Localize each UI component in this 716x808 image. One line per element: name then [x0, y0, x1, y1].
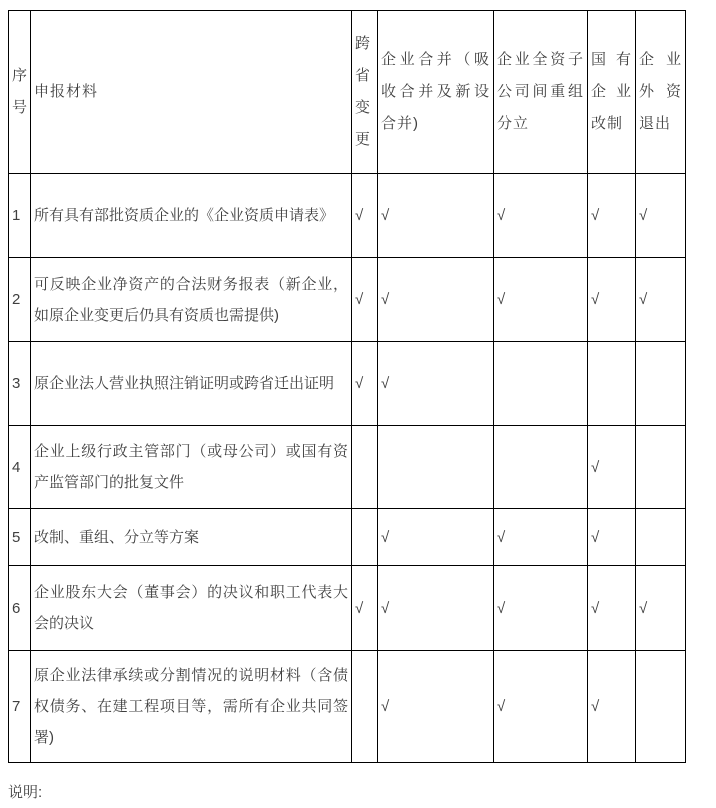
row-number-cell: 5: [9, 509, 31, 566]
table-row: [9, 651, 686, 763]
check-cell: [636, 509, 686, 566]
header-cell-enterprise-merger: 企业合并（吸收合并及新设合并): [378, 11, 494, 174]
material-cell: 可反映企业净资产的合法财务报表（新企业，如原企业变更后仍具有资质也需提供): [31, 258, 352, 342]
table-row: [9, 174, 686, 258]
check-cell: [636, 426, 686, 509]
check-cell: √: [352, 174, 378, 258]
table-row: [9, 342, 686, 426]
check-cell: [352, 509, 378, 566]
check-cell: [352, 426, 378, 509]
check-cell: √: [588, 426, 636, 509]
check-cell: √: [636, 566, 686, 651]
check-cell: √: [588, 174, 636, 258]
header-cell-soe-restructuring: 国有企业改制: [588, 11, 636, 174]
row-number-cell: 7: [9, 651, 31, 763]
header-cell-foreign-capital-exit: 企业外资退出: [636, 11, 686, 174]
check-cell: √: [352, 258, 378, 342]
table-row: [9, 426, 686, 509]
note-label: 说明:: [8, 784, 43, 801]
row-number-cell: 4: [9, 426, 31, 509]
check-cell: [378, 426, 494, 509]
material-cell: 企业股东大会（董事会）的决议和职工代表大会的决议: [31, 566, 352, 651]
check-cell: √: [352, 566, 378, 651]
check-cell: √: [378, 566, 494, 651]
table-row: [9, 566, 686, 651]
header-cell-no: 序号: [9, 11, 31, 174]
check-cell: √: [636, 258, 686, 342]
check-cell: √: [588, 258, 636, 342]
check-cell: [494, 342, 588, 426]
application-materials-table: [8, 10, 686, 763]
check-cell: √: [494, 651, 588, 763]
check-cell: √: [378, 258, 494, 342]
check-cell: [494, 426, 588, 509]
table-header-row: [9, 11, 686, 174]
check-cell: √: [588, 509, 636, 566]
row-number-cell: 6: [9, 566, 31, 651]
header-cell-material: 申报材料: [31, 11, 352, 174]
table-row: [9, 509, 686, 566]
check-cell: √: [378, 509, 494, 566]
material-cell: 所有具有部批资质企业的《企业资质申请表》: [31, 174, 352, 258]
header-cell-cross-province-change: 跨省变更: [352, 11, 378, 174]
check-cell: [588, 342, 636, 426]
check-cell: [352, 651, 378, 763]
check-cell: [636, 342, 686, 426]
table-row: [9, 258, 686, 342]
check-cell: √: [494, 174, 588, 258]
check-cell: √: [352, 342, 378, 426]
check-cell: √: [378, 342, 494, 426]
check-cell: √: [588, 566, 636, 651]
row-number-cell: 2: [9, 258, 31, 342]
check-cell: √: [378, 651, 494, 763]
check-cell: √: [494, 509, 588, 566]
check-cell: [636, 651, 686, 763]
check-cell: √: [494, 258, 588, 342]
row-number-cell: 3: [9, 342, 31, 426]
check-cell: √: [378, 174, 494, 258]
material-cell: 改制、重组、分立等方案: [31, 509, 352, 566]
material-cell: 企业上级行政主管部门（或母公司）或国有资产监管部门的批复文件: [31, 426, 352, 509]
check-cell: √: [588, 651, 636, 763]
material-cell: 原企业法人营业执照注销证明或跨省迁出证明: [31, 342, 352, 426]
material-cell: 原企业法律承续或分割情况的说明材料（含债权债务、在建工程项目等，需所有企业共同签署): [31, 651, 352, 763]
row-number-cell: 1: [9, 174, 31, 258]
check-cell: √: [636, 174, 686, 258]
check-cell: √: [494, 566, 588, 651]
header-cell-subsidiary-reorg-split: 企业全资子公司间重组分立: [494, 11, 588, 174]
